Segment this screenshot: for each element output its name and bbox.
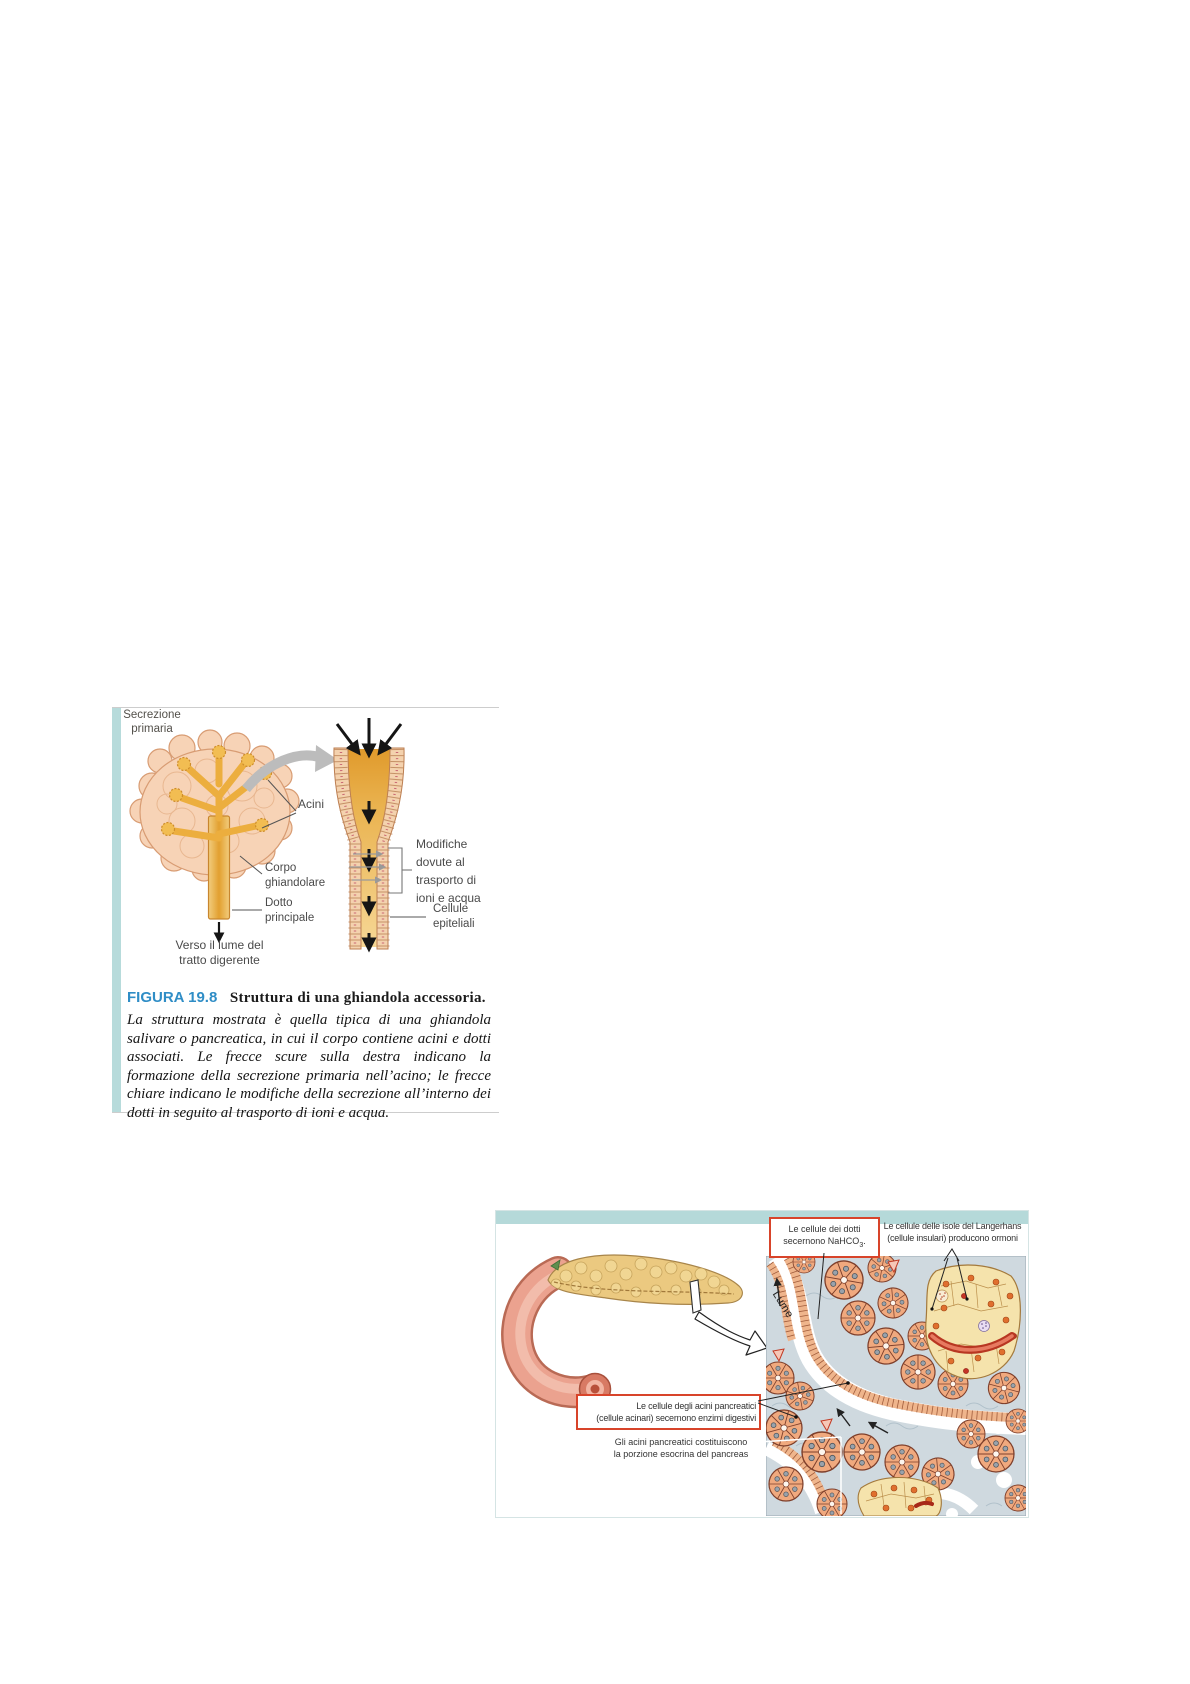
figure-caption <box>127 988 491 1123</box>
figure-title: Struttura di una ghiandola accessoria. <box>229 990 486 1006</box>
magnify-outline-arrow <box>695 1312 767 1355</box>
islet-of-langerhans <box>926 1265 1021 1379</box>
label-acini: Acini <box>298 797 325 811</box>
modifiche-bracket <box>388 848 412 893</box>
figure-caption-body: La struttura mostrata è quella tipica di una ghiandola salivare o pancreatica, in cui il corpo contiene acini e dotti associati. Le frecce scure sulla destra indicano la formazione della secrezione primaria nell’acino; le frecce chiare indicano le modifiche della secrezione all’interno dei dotti in seguito al trasporto di ioni e acqua. <box>127 1012 491 1121</box>
pancreas-figure-panel <box>495 1210 1029 1518</box>
note-exocrine-portion: Gli acini pancreatici costituiscono la porzione esocrina del pancreas <box>613 1437 749 1459</box>
label-lume: Lume <box>769 1289 796 1321</box>
label-verso-il-lume: Verso il lume del tratto digerente <box>175 938 264 967</box>
callout-duct-cells: Le cellule dei dotti secernono NaHCO$_3$. <box>769 1217 880 1258</box>
figure-number: FIGURA 19.8 <box>127 989 218 1006</box>
pancreas-organ <box>548 1255 742 1304</box>
enlarged-duct <box>334 718 404 949</box>
figure-accent-bar <box>112 708 121 1112</box>
label-cellule-epiteliali: Cellule epiteliali <box>433 903 475 930</box>
pancreas-histology <box>766 1256 1026 1516</box>
label-modifiche-trasporto: Modifiche dovute al trasporto di ioni e acqua <box>416 837 481 905</box>
islet-partial-bottom <box>858 1478 941 1517</box>
label-islet-cells: Le cellule delle isole del Langerhans (cellule insulari) producono ormoni <box>883 1221 1022 1243</box>
label-secrezione-primaria: Secrezione primaria <box>123 709 181 735</box>
callout-acinar-cells: Le cellule degli acini pancreatici (cellule acinari) secernono enzimi digestivi <box>576 1394 761 1430</box>
label-dotto-principale: Dotto principale <box>265 897 315 924</box>
label-corpo-ghiandolare: Corpo ghiandolare <box>265 862 326 889</box>
pancreas-illustration <box>496 1246 771 1416</box>
figure-19-8-panel <box>112 707 499 1121</box>
